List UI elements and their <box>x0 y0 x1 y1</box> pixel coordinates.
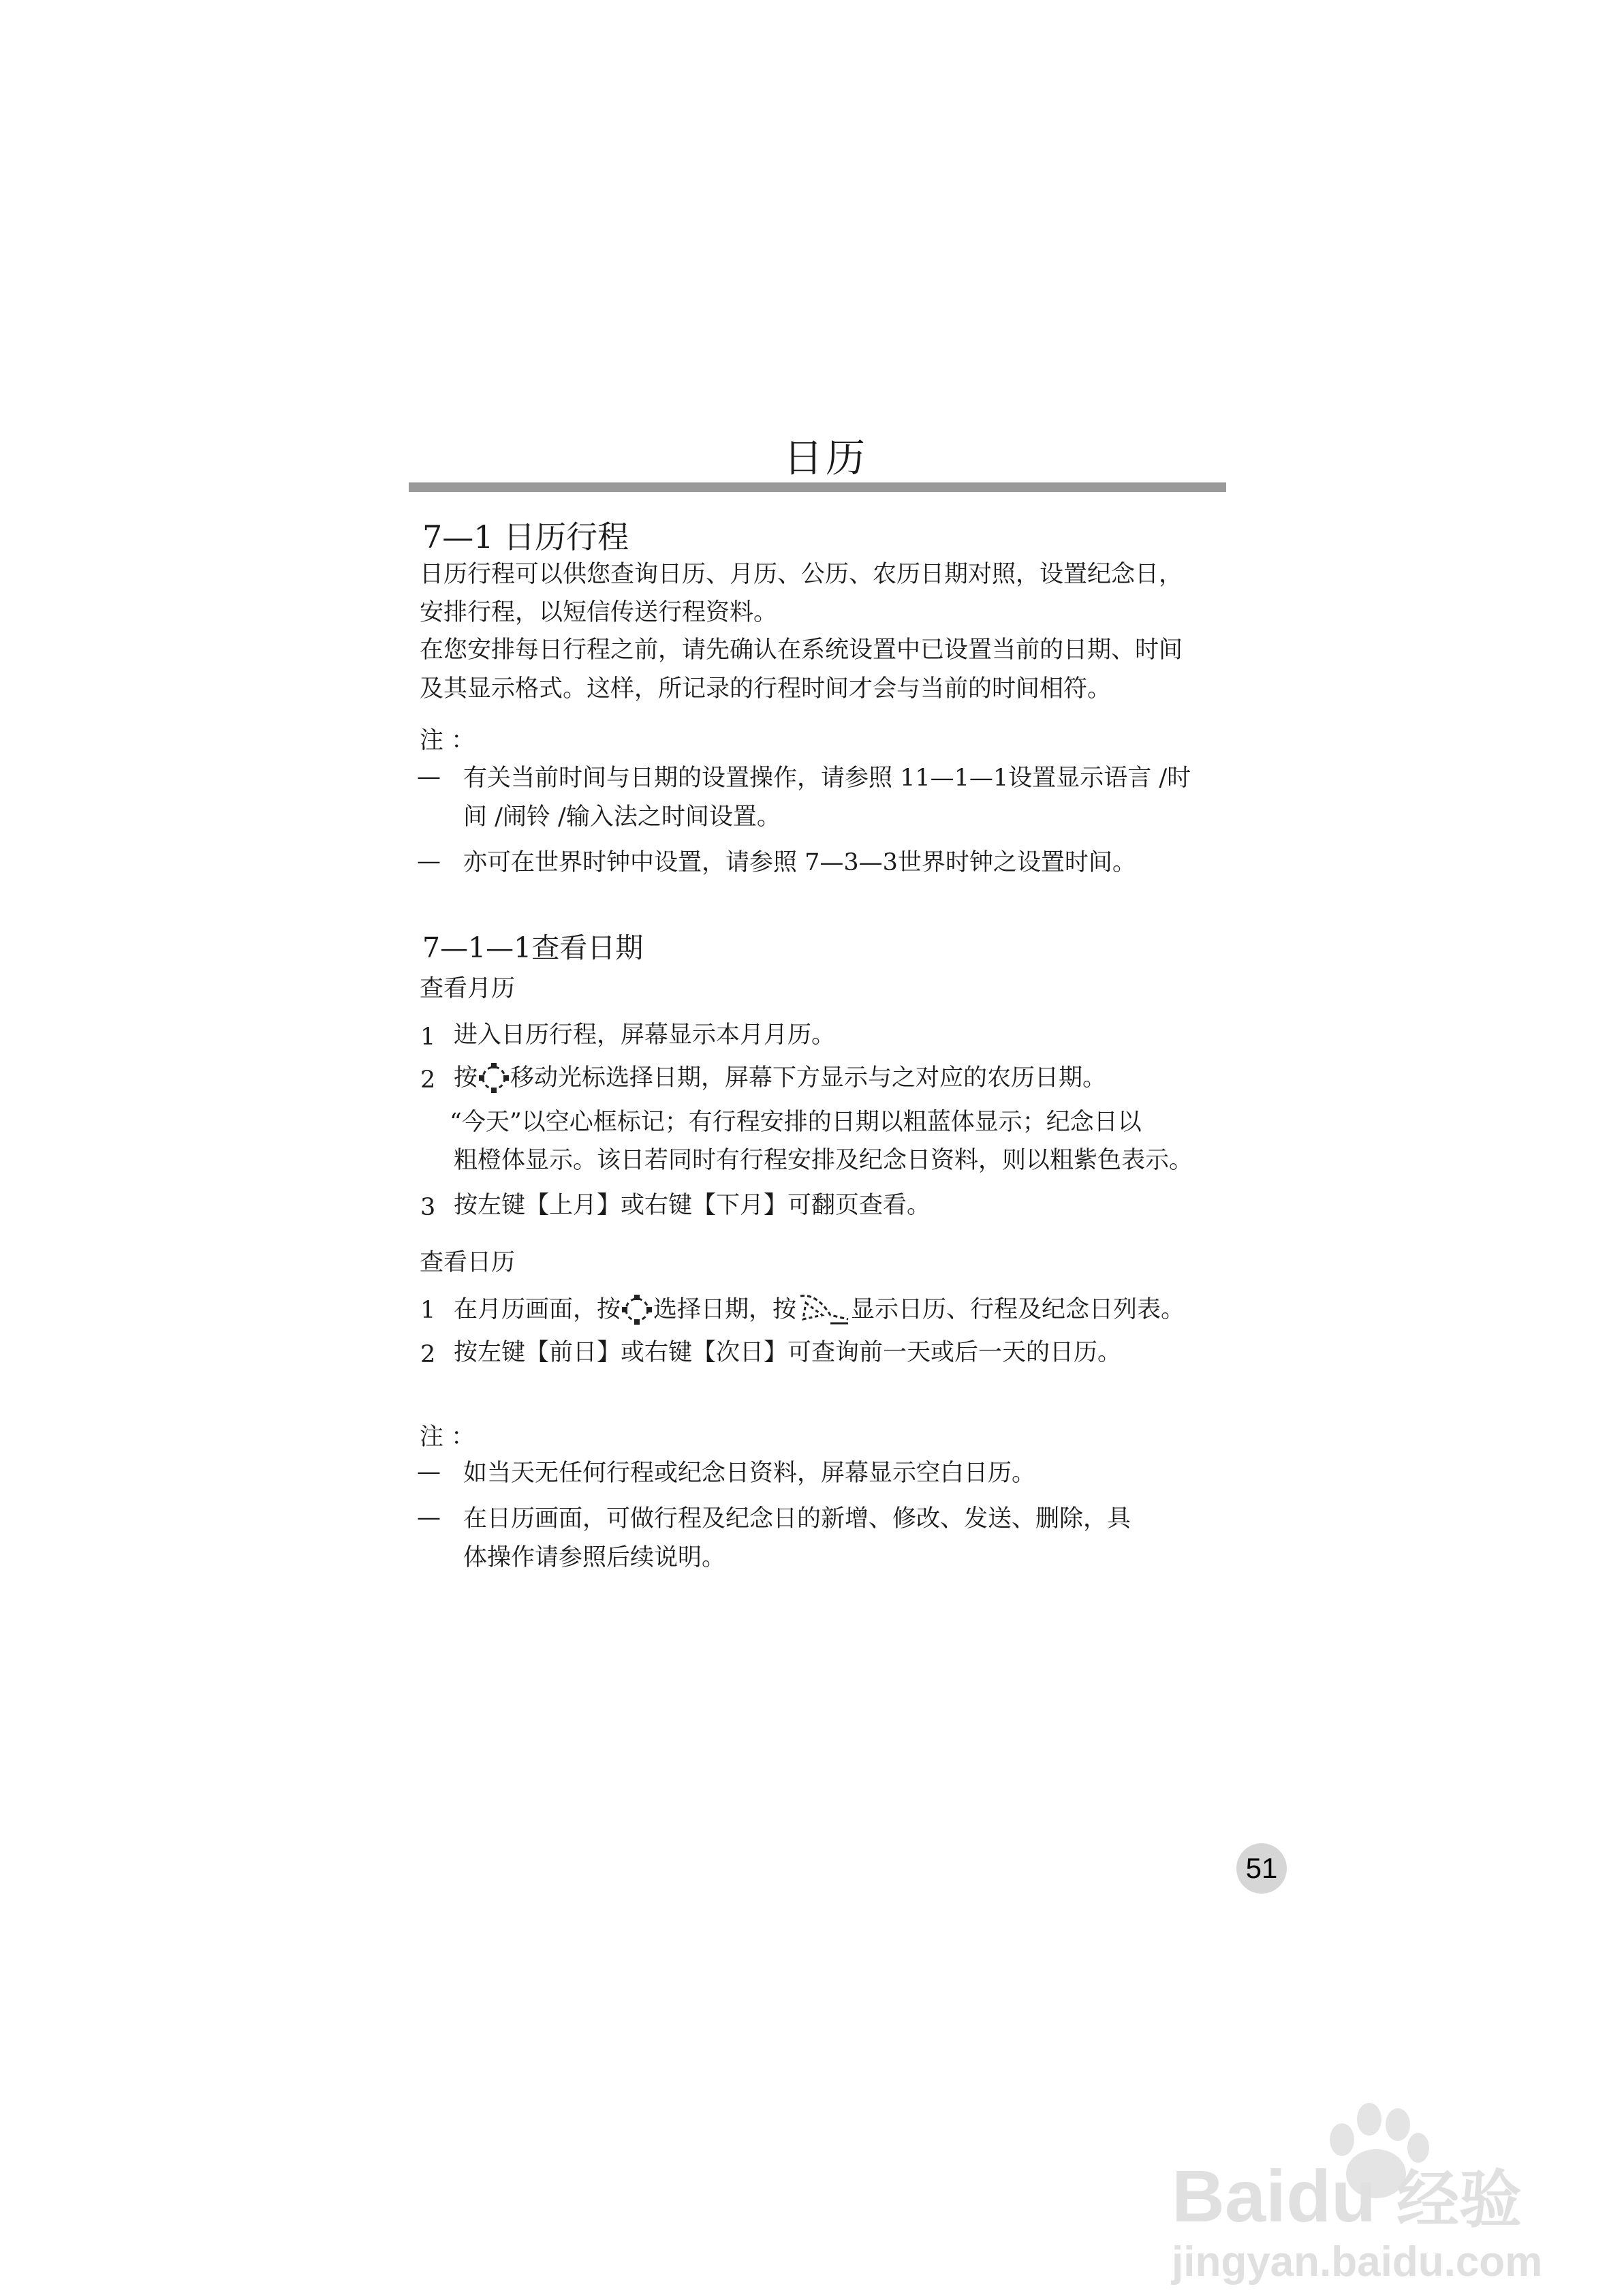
watermark-brand: Baidu <box>1172 2155 1377 2237</box>
month-step2 <box>454 1062 1106 1094</box>
month-step3-text: 按左键【上月】或右键【下月】可翻页查看。 <box>454 1192 931 1219</box>
day-step2-num: 2 <box>420 1341 436 1368</box>
note2-dash-2: — <box>417 1504 441 1531</box>
baidu-jingyan-watermark <box>1151 2071 1560 2290</box>
title-rule <box>409 482 1226 492</box>
day-step1-post: 显示日历、行程及纪念日列表。 <box>851 1295 1185 1323</box>
section-para2-line2: 及其显示格式。这样，所记录的行程时间才会与当前的时间相符。 <box>420 675 1112 703</box>
month-step2-pre: 按 <box>454 1064 478 1092</box>
navigation-key-icon <box>621 1293 653 1326</box>
day-step1 <box>454 1292 1185 1327</box>
note1-dash-1: — <box>417 763 441 790</box>
day-title: 查看日历 <box>420 1249 516 1276</box>
day-step1-mid: 选择日期，按 <box>653 1295 797 1323</box>
ok-key-icon <box>796 1292 851 1327</box>
note1-label: 注 ： <box>420 727 475 754</box>
month-step2-num: 2 <box>420 1066 436 1094</box>
day-step1-pre: 在月历画面，按 <box>454 1295 621 1323</box>
subsection-heading: 7—1—1查看日期 <box>422 931 644 964</box>
navigation-key-icon <box>478 1062 510 1094</box>
note1-item2-line1: 亦可在世界时钟中设置，请参照 7—3—3世界时钟之设置时间。 <box>463 849 1136 876</box>
month-desc-line2: 粗橙体显示。该日若同时有行程安排及纪念日资料，则以粗紫色表示。 <box>454 1147 1193 1174</box>
month-step1-num: 1 <box>420 1023 436 1051</box>
section-heading: 7—1 日历行程 <box>422 519 629 555</box>
note2-label: 注 ： <box>420 1423 475 1451</box>
month-title: 查看月历 <box>420 975 516 1002</box>
note1-dash-2: — <box>417 848 441 875</box>
note1-item1-line2: 间 /闹铃 /输入法之时间设置。 <box>463 803 781 831</box>
day-step1-num: 1 <box>420 1297 436 1324</box>
note1-item1-line1: 有关当前时间与日期的设置操作，请参照 11—1—1设置显示语言 /时 <box>463 765 1191 792</box>
watermark-url: jingyan.baidu.com <box>1172 2238 1543 2285</box>
month-step1-text: 进入日历行程，屏幕显示本月月历。 <box>454 1021 836 1049</box>
month-step3-num: 3 <box>420 1194 436 1221</box>
day-step2-text: 按左键【前日】或右键【次日】可查询前一天或后一天的日历。 <box>454 1339 1122 1366</box>
note2-item2-line1: 在日历画面，可做行程及纪念日的新增、修改、发送、删除，具 <box>463 1505 1131 1532</box>
section-para2-line1: 在您安排每日行程之前，请先确认在系统设置中已设置当前的日期、时间 <box>420 636 1183 664</box>
note2-dash-1: — <box>417 1458 441 1485</box>
chapter-title: 日历 <box>783 435 869 481</box>
section-para1-line2: 安排行程，以短信传送行程资料。 <box>420 599 778 626</box>
month-step2-post: 移动光标选择日期，屏幕下方显示与之对应的农历日期。 <box>510 1064 1107 1092</box>
note2-item1-line1: 如当天无任何行程或纪念日资料，屏幕显示空白日历。 <box>463 1460 1036 1487</box>
month-desc-line1: “今天”以空心框标记；有行程安排的日期以粗蓝体显示；纪念日以 <box>450 1109 1142 1136</box>
section-para1-line1: 日历行程可以供您查询日历、月历、公历、农历日期对照，设置纪念日， <box>420 561 1183 588</box>
note2-item2-line2: 体操作请参照后续说明。 <box>463 1544 726 1571</box>
page-number: 51 <box>1245 1852 1278 1884</box>
watermark-cn: 经验 <box>1396 2166 1522 2235</box>
